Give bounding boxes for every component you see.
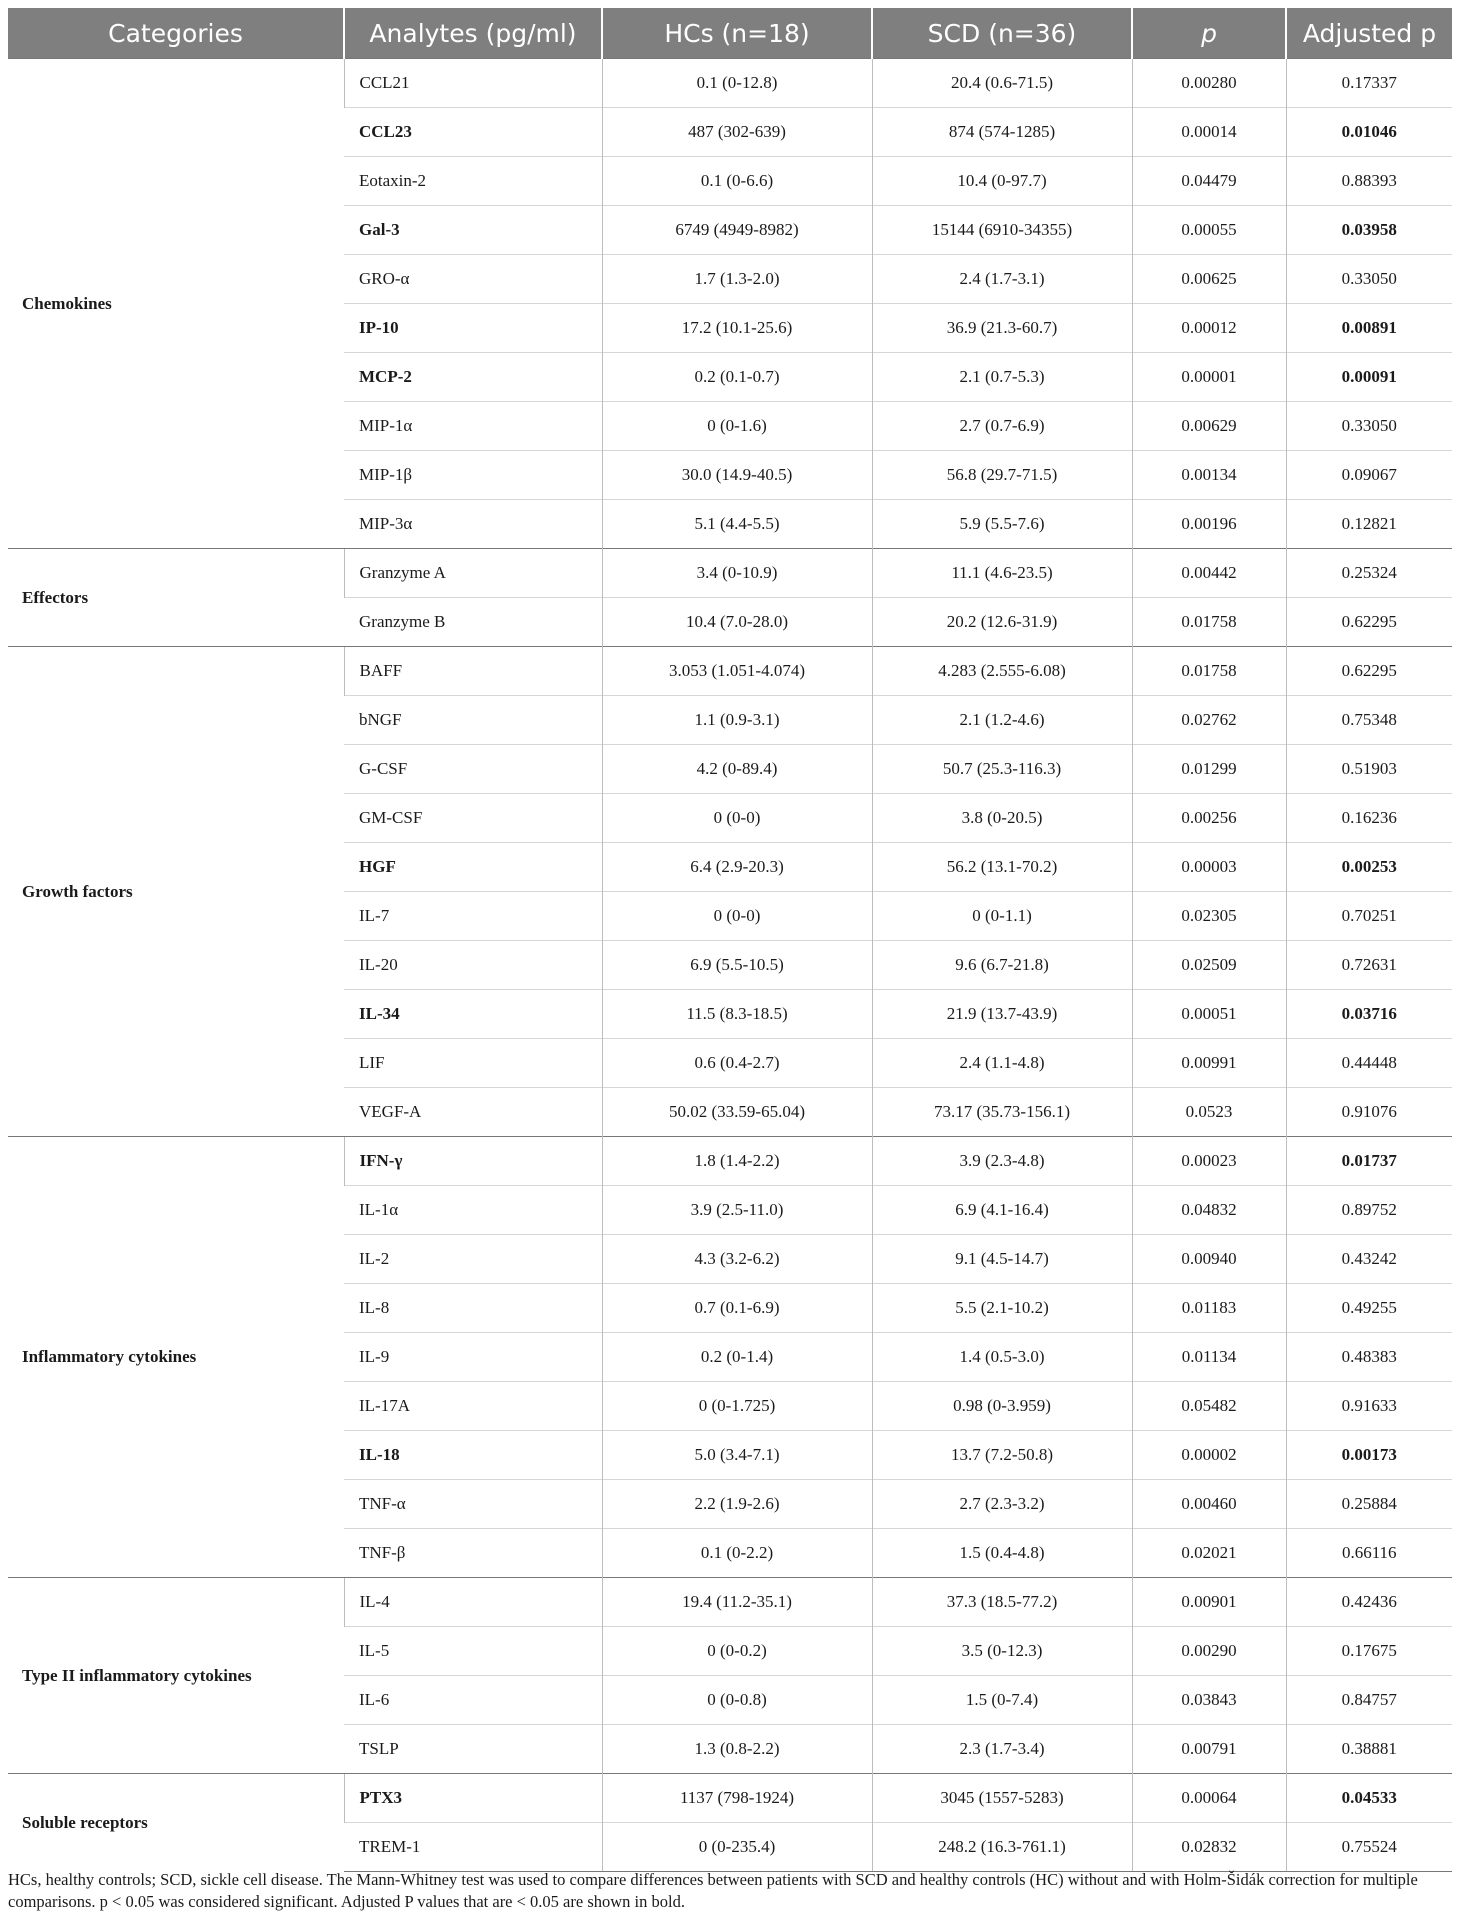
adjusted-p-cell: 0.62295 [1286, 647, 1452, 696]
p-value-cell: 0.02762 [1132, 696, 1286, 745]
scd-value-cell: 50.7 (25.3-116.3) [872, 745, 1132, 794]
table-row [8, 59, 1452, 108]
p-value-cell: 0.00014 [1132, 108, 1286, 157]
p-value-cell: 0.00001 [1132, 353, 1286, 402]
p-value-cell: 0.01758 [1132, 647, 1286, 696]
analyte-cell: Gal-3 [344, 206, 602, 255]
adjusted-p-cell: 0.00173 [1286, 1431, 1452, 1480]
adjusted-p-cell: 0.04533 [1286, 1774, 1452, 1823]
hc-value-cell: 10.4 (7.0-28.0) [602, 598, 872, 647]
analyte-cell: TNF-β [344, 1529, 602, 1578]
scd-value-cell: 2.4 (1.7-3.1) [872, 255, 1132, 304]
analyte-cell: IL-5 [344, 1627, 602, 1676]
hc-value-cell: 50.02 (33.59-65.04) [602, 1088, 872, 1137]
p-value-cell: 0.00055 [1132, 206, 1286, 255]
scd-value-cell: 10.4 (0-97.7) [872, 157, 1132, 206]
hc-value-cell: 0.2 (0.1-0.7) [602, 353, 872, 402]
adjusted-p-cell: 0.25884 [1286, 1480, 1452, 1529]
adjusted-p-cell: 0.91633 [1286, 1382, 1452, 1431]
analyte-cell: Granzyme A [344, 549, 602, 598]
scd-value-cell: 3045 (1557-5283) [872, 1774, 1132, 1823]
scd-value-cell: 56.2 (13.1-70.2) [872, 843, 1132, 892]
analyte-cell: GRO-α [344, 255, 602, 304]
analytes-table [8, 8, 1452, 1872]
adjusted-p-cell: 0.17337 [1286, 59, 1452, 108]
adjusted-p-cell: 0.38881 [1286, 1725, 1452, 1774]
adjusted-p-cell: 0.03716 [1286, 990, 1452, 1039]
analyte-cell: CCL23 [344, 108, 602, 157]
scd-value-cell: 1.5 (0-7.4) [872, 1676, 1132, 1725]
scd-value-cell: 11.1 (4.6-23.5) [872, 549, 1132, 598]
adjusted-p-cell: 0.17675 [1286, 1627, 1452, 1676]
hc-value-cell: 3.053 (1.051-4.074) [602, 647, 872, 696]
scd-value-cell: 248.2 (16.3-761.1) [872, 1823, 1132, 1872]
p-value-cell: 0.00791 [1132, 1725, 1286, 1774]
adjusted-p-cell: 0.51903 [1286, 745, 1452, 794]
scd-value-cell: 1.4 (0.5-3.0) [872, 1333, 1132, 1382]
p-value-cell: 0.04832 [1132, 1186, 1286, 1235]
scd-value-cell: 3.8 (0-20.5) [872, 794, 1132, 843]
analyte-cell: HGF [344, 843, 602, 892]
analyte-cell: MIP-1β [344, 451, 602, 500]
analyte-cell: IL-4 [344, 1578, 602, 1627]
p-value-cell: 0.02021 [1132, 1529, 1286, 1578]
scd-value-cell: 21.9 (13.7-43.9) [872, 990, 1132, 1039]
analyte-cell: CCL21 [344, 59, 602, 108]
category-cell: Growth factors [8, 647, 344, 1137]
scd-value-cell: 56.8 (29.7-71.5) [872, 451, 1132, 500]
table-footnote: HCs, healthy controls; SCD, sickle cell disease. The Mann-Whitney test was used to compare differences between patients with SCD and healthy controls (HC) without and with Holm-Šidák correction for multiple comparisons. p < 0.05 was considered significant. Adjusted P values that are < 0.05 are shown in bold. [8, 1870, 1418, 1911]
scd-value-cell: 4.283 (2.555-6.08) [872, 647, 1132, 696]
adjusted-p-cell: 0.16236 [1286, 794, 1452, 843]
analyte-cell: MIP-1α [344, 402, 602, 451]
category-cell: Effectors [8, 549, 344, 647]
adjusted-p-cell: 0.91076 [1286, 1088, 1452, 1137]
hc-value-cell: 0 (0-0.8) [602, 1676, 872, 1725]
scd-value-cell: 9.1 (4.5-14.7) [872, 1235, 1132, 1284]
scd-value-cell: 37.3 (18.5-77.2) [872, 1578, 1132, 1627]
analyte-cell: VEGF-A [344, 1088, 602, 1137]
analyte-cell: IP-10 [344, 304, 602, 353]
hc-value-cell: 0 (0-0) [602, 794, 872, 843]
hc-value-cell: 5.0 (3.4-7.1) [602, 1431, 872, 1480]
category-cell: Type II inflammatory cytokines [8, 1578, 344, 1774]
scd-value-cell: 3.9 (2.3-4.8) [872, 1137, 1132, 1186]
adjusted-p-cell: 0.01737 [1286, 1137, 1452, 1186]
hc-value-cell: 0 (0-0) [602, 892, 872, 941]
scd-value-cell: 2.1 (0.7-5.3) [872, 353, 1132, 402]
header-p [1132, 8, 1286, 59]
scd-value-cell: 2.7 (2.3-3.2) [872, 1480, 1132, 1529]
analyte-cell: LIF [344, 1039, 602, 1088]
scd-value-cell: 9.6 (6.7-21.8) [872, 941, 1132, 990]
adjusted-p-cell: 0.89752 [1286, 1186, 1452, 1235]
scd-value-cell: 874 (574-1285) [872, 108, 1132, 157]
hc-value-cell: 0.1 (0-12.8) [602, 59, 872, 108]
table-row [8, 1578, 1452, 1627]
analyte-cell: PTX3 [344, 1774, 602, 1823]
p-value-cell: 0.01299 [1132, 745, 1286, 794]
adjusted-p-cell: 0.00091 [1286, 353, 1452, 402]
scd-value-cell: 0.98 (0-3.959) [872, 1382, 1132, 1431]
table-row [8, 549, 1452, 598]
scd-value-cell: 3.5 (0-12.3) [872, 1627, 1132, 1676]
table-body [8, 59, 1452, 1872]
scd-value-cell: 2.1 (1.2-4.6) [872, 696, 1132, 745]
adjusted-p-cell: 0.42436 [1286, 1578, 1452, 1627]
p-value-cell: 0.00625 [1132, 255, 1286, 304]
p-value-cell: 0.00629 [1132, 402, 1286, 451]
analyte-cell: IFN-γ [344, 1137, 602, 1186]
header-analytes: Analytes (pg/ml) [344, 8, 602, 59]
adjusted-p-cell: 0.09067 [1286, 451, 1452, 500]
analyte-cell: IL-7 [344, 892, 602, 941]
p-value-cell: 0.05482 [1132, 1382, 1286, 1431]
analyte-cell: G-CSF [344, 745, 602, 794]
p-value-cell: 0.00023 [1132, 1137, 1286, 1186]
hc-value-cell: 487 (302-639) [602, 108, 872, 157]
scd-value-cell: 15144 (6910-34355) [872, 206, 1132, 255]
scd-value-cell: 36.9 (21.3-60.7) [872, 304, 1132, 353]
header-adjusted-p: Adjusted p [1286, 8, 1452, 59]
hc-value-cell: 30.0 (14.9-40.5) [602, 451, 872, 500]
p-value-cell: 0.00051 [1132, 990, 1286, 1039]
hc-value-cell: 3.9 (2.5-11.0) [602, 1186, 872, 1235]
hc-value-cell: 4.2 (0-89.4) [602, 745, 872, 794]
hc-value-cell: 2.2 (1.9-2.6) [602, 1480, 872, 1529]
analyte-cell: IL-34 [344, 990, 602, 1039]
hc-value-cell: 17.2 (10.1-25.6) [602, 304, 872, 353]
p-value-cell: 0.02832 [1132, 1823, 1286, 1872]
scd-value-cell: 1.5 (0.4-4.8) [872, 1529, 1132, 1578]
analyte-cell: BAFF [344, 647, 602, 696]
hc-value-cell: 0 (0-1.6) [602, 402, 872, 451]
adjusted-p-cell: 0.75524 [1286, 1823, 1452, 1872]
analyte-cell: IL-8 [344, 1284, 602, 1333]
table-row [8, 1774, 1452, 1823]
adjusted-p-cell: 0.01046 [1286, 108, 1452, 157]
hc-value-cell: 0.7 (0.1-6.9) [602, 1284, 872, 1333]
analyte-cell: IL-17A [344, 1382, 602, 1431]
analyte-cell: TREM-1 [344, 1823, 602, 1872]
table-container [8, 8, 1452, 1872]
adjusted-p-cell: 0.75348 [1286, 696, 1452, 745]
hc-value-cell: 0.6 (0.4-2.7) [602, 1039, 872, 1088]
hc-value-cell: 5.1 (4.4-5.5) [602, 500, 872, 549]
adjusted-p-cell: 0.33050 [1286, 255, 1452, 304]
adjusted-p-cell: 0.72631 [1286, 941, 1452, 990]
p-value-cell: 0.00002 [1132, 1431, 1286, 1480]
table-row [8, 647, 1452, 696]
header-categories: Categories [8, 8, 344, 59]
p-value-cell: 0.00134 [1132, 451, 1286, 500]
adjusted-p-cell: 0.00253 [1286, 843, 1452, 892]
header-hcs: HCs (n=18) [602, 8, 872, 59]
p-value-cell: 0.0523 [1132, 1088, 1286, 1137]
p-value-cell: 0.00012 [1132, 304, 1286, 353]
header-row [8, 8, 1452, 59]
adjusted-p-cell: 0.00891 [1286, 304, 1452, 353]
p-value-cell: 0.00442 [1132, 549, 1286, 598]
adjusted-p-cell: 0.25324 [1286, 549, 1452, 598]
p-value-cell: 0.00901 [1132, 1578, 1286, 1627]
category-cell: Inflammatory cytokines [8, 1137, 344, 1578]
p-value-cell: 0.03843 [1132, 1676, 1286, 1725]
adjusted-p-cell: 0.84757 [1286, 1676, 1452, 1725]
adjusted-p-cell: 0.88393 [1286, 157, 1452, 206]
analyte-cell: Eotaxin-2 [344, 157, 602, 206]
analyte-cell: IL-18 [344, 1431, 602, 1480]
hc-value-cell: 0.1 (0-2.2) [602, 1529, 872, 1578]
p-value-cell: 0.00064 [1132, 1774, 1286, 1823]
adjusted-p-cell: 0.03958 [1286, 206, 1452, 255]
analyte-cell: MCP-2 [344, 353, 602, 402]
hc-value-cell: 19.4 (11.2-35.1) [602, 1578, 872, 1627]
analyte-cell: MIP-3α [344, 500, 602, 549]
scd-value-cell: 5.5 (2.1-10.2) [872, 1284, 1132, 1333]
table-row [8, 1137, 1452, 1186]
adjusted-p-cell: 0.44448 [1286, 1039, 1452, 1088]
header-scd: SCD (n=36) [872, 8, 1132, 59]
scd-value-cell: 5.9 (5.5-7.6) [872, 500, 1132, 549]
hc-value-cell: 11.5 (8.3-18.5) [602, 990, 872, 1039]
hc-value-cell: 6749 (4949-8982) [602, 206, 872, 255]
scd-value-cell: 6.9 (4.1-16.4) [872, 1186, 1132, 1235]
analyte-cell: GM-CSF [344, 794, 602, 843]
analyte-cell: TSLP [344, 1725, 602, 1774]
p-value-cell: 0.02509 [1132, 941, 1286, 990]
p-value-cell: 0.01758 [1132, 598, 1286, 647]
p-value-cell: 0.00991 [1132, 1039, 1286, 1088]
analyte-cell: bNGF [344, 696, 602, 745]
hc-value-cell: 1.1 (0.9-3.1) [602, 696, 872, 745]
p-value-cell: 0.02305 [1132, 892, 1286, 941]
scd-value-cell: 20.2 (12.6-31.9) [872, 598, 1132, 647]
p-value-cell: 0.04479 [1132, 157, 1286, 206]
scd-value-cell: 2.4 (1.1-4.8) [872, 1039, 1132, 1088]
scd-value-cell: 13.7 (7.2-50.8) [872, 1431, 1132, 1480]
scd-value-cell: 2.7 (0.7-6.9) [872, 402, 1132, 451]
scd-value-cell: 20.4 (0.6-71.5) [872, 59, 1132, 108]
scd-value-cell: 73.17 (35.73-156.1) [872, 1088, 1132, 1137]
hc-value-cell: 0.1 (0-6.6) [602, 157, 872, 206]
analyte-cell: IL-2 [344, 1235, 602, 1284]
analyte-cell: TNF-α [344, 1480, 602, 1529]
analyte-cell: IL-20 [344, 941, 602, 990]
hc-value-cell: 6.4 (2.9-20.3) [602, 843, 872, 892]
adjusted-p-cell: 0.43242 [1286, 1235, 1452, 1284]
hc-value-cell: 1137 (798-1924) [602, 1774, 872, 1823]
p-value-cell: 0.00940 [1132, 1235, 1286, 1284]
adjusted-p-cell: 0.49255 [1286, 1284, 1452, 1333]
adjusted-p-cell: 0.33050 [1286, 402, 1452, 451]
hc-value-cell: 4.3 (3.2-6.2) [602, 1235, 872, 1284]
hc-value-cell: 0.2 (0-1.4) [602, 1333, 872, 1382]
hc-value-cell: 0 (0-235.4) [602, 1823, 872, 1872]
p-value-cell: 0.00256 [1132, 794, 1286, 843]
category-cell: Chemokines [8, 59, 344, 549]
scd-value-cell: 0 (0-1.1) [872, 892, 1132, 941]
p-value-cell: 0.00290 [1132, 1627, 1286, 1676]
adjusted-p-cell: 0.70251 [1286, 892, 1452, 941]
analyte-cell: IL-6 [344, 1676, 602, 1725]
p-value-cell: 0.00280 [1132, 59, 1286, 108]
analyte-cell: IL-1α [344, 1186, 602, 1235]
hc-value-cell: 1.7 (1.3-2.0) [602, 255, 872, 304]
p-value-cell: 0.00460 [1132, 1480, 1286, 1529]
analyte-cell: IL-9 [344, 1333, 602, 1382]
hc-value-cell: 0 (0-0.2) [602, 1627, 872, 1676]
hc-value-cell: 0 (0-1.725) [602, 1382, 872, 1431]
category-cell: Soluble receptors [8, 1774, 344, 1872]
hc-value-cell: 6.9 (5.5-10.5) [602, 941, 872, 990]
header-p-label: p [1201, 18, 1217, 48]
adjusted-p-cell: 0.66116 [1286, 1529, 1452, 1578]
analyte-cell: Granzyme B [344, 598, 602, 647]
hc-value-cell: 1.8 (1.4-2.2) [602, 1137, 872, 1186]
p-value-cell: 0.00003 [1132, 843, 1286, 892]
scd-value-cell: 2.3 (1.7-3.4) [872, 1725, 1132, 1774]
hc-value-cell: 3.4 (0-10.9) [602, 549, 872, 598]
adjusted-p-cell: 0.12821 [1286, 500, 1452, 549]
adjusted-p-cell: 0.48383 [1286, 1333, 1452, 1382]
p-value-cell: 0.01134 [1132, 1333, 1286, 1382]
p-value-cell: 0.00196 [1132, 500, 1286, 549]
hc-value-cell: 1.3 (0.8-2.2) [602, 1725, 872, 1774]
adjusted-p-cell: 0.62295 [1286, 598, 1452, 647]
p-value-cell: 0.01183 [1132, 1284, 1286, 1333]
